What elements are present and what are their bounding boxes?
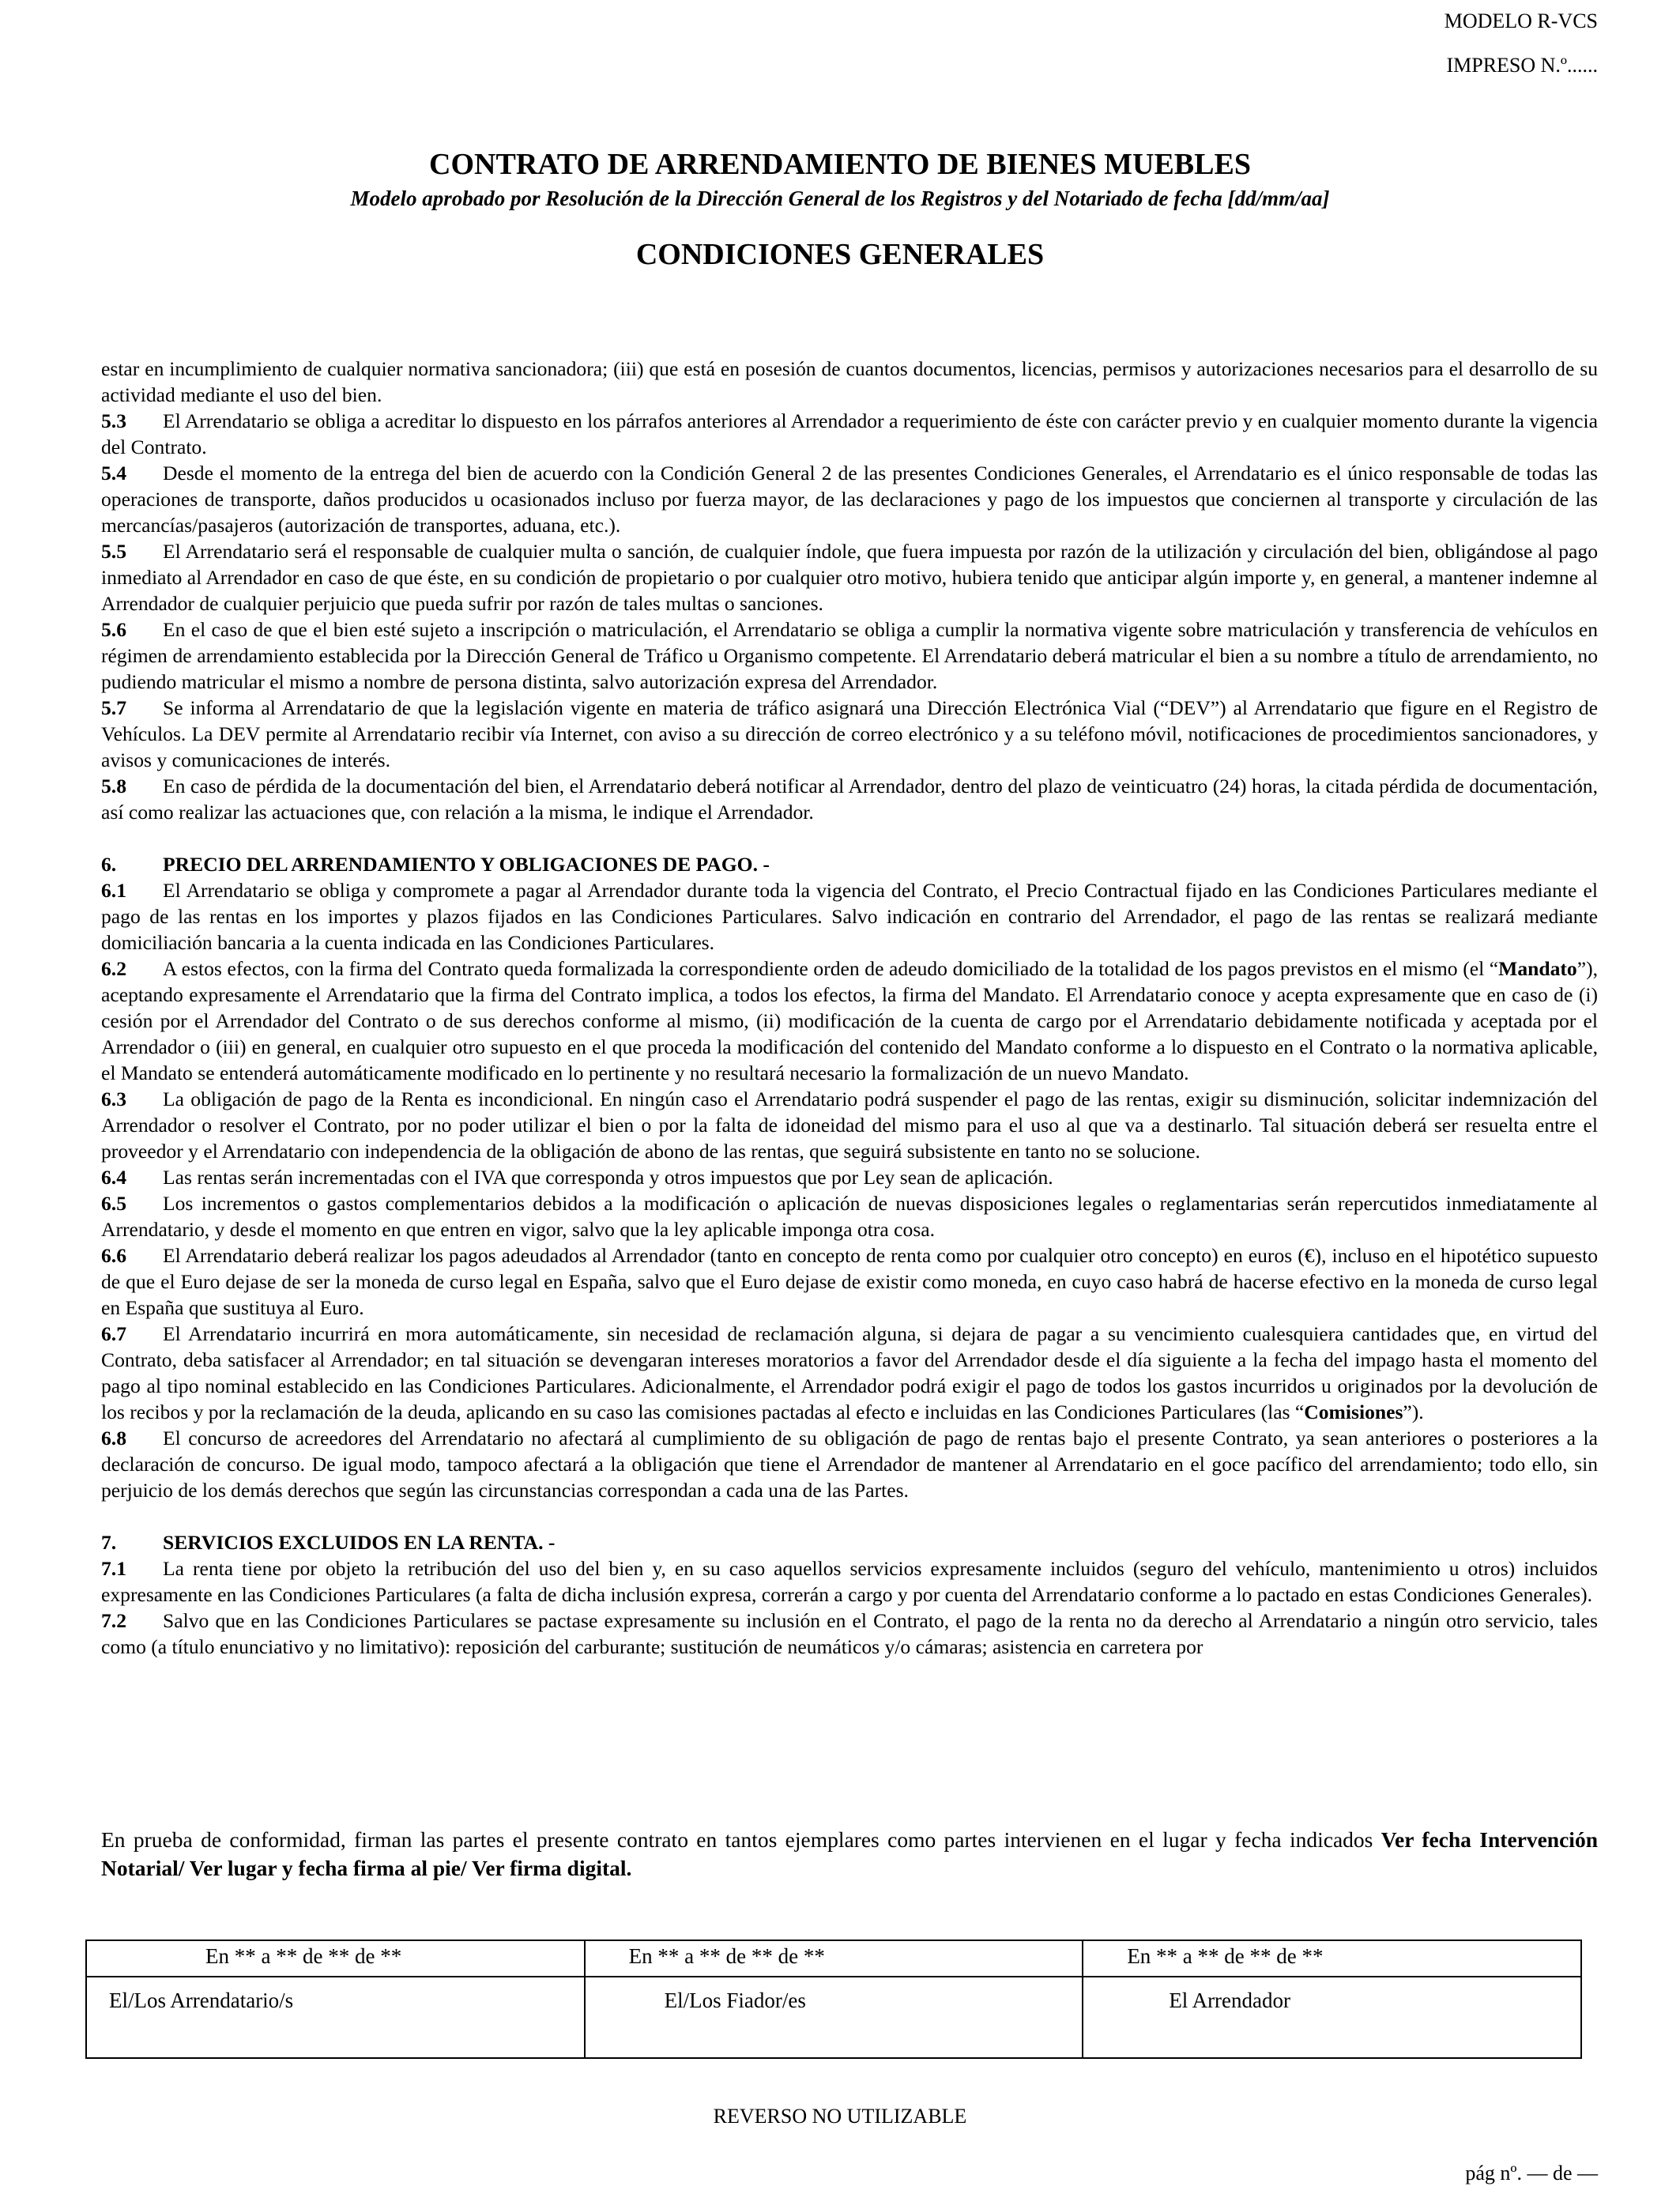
signature-date: En ** a ** de ** de ** <box>628 1944 825 1968</box>
clause-7-2 <box>101 1608 1598 1660</box>
clause-text: Se informa al Arrendatario de que la legislación vigente en materia de tráfico asignará una Dirección Electrónica Vial (“DEV”) al Arrendatario que figure en el Registro de Vehículos. La DEV permite al Arrendatario recibir vía Internet, con aviso a su dirección de correo electrónico y a su teléfono móvil, notificaciones de procedimientos sancionadores, y avisos y comunicaciones de interés. <box>101 696 1598 771</box>
clause-text: El Arrendatario deberá realizar los pagos adeudados al Arrendador (tanto en concepto de renta como por cualquier otro concepto) en euros (€), incluso en el hipotético supuesto de que el Euro dejase de ser la moneda de curso legal en España, salvo que el Euro dejase de existir como moneda, en cuyo caso habrá de hacerse efectivo en la moneda de curso legal en España que sustituya al Euro. <box>101 1244 1598 1319</box>
clause-number: 6.8 <box>101 1427 126 1449</box>
clause-number: 6.3 <box>101 1088 126 1110</box>
clause-text: En caso de pérdida de la documentación del bien, el Arrendatario deberá notificar al Arrendador, dentro del plazo de veinticuatro (24) horas, la citada pérdida de documentación, así como realizar las actuaciones que, con relación a la misma, le indique el Arrendador. <box>101 775 1598 824</box>
clause-6-4 <box>101 1164 1598 1190</box>
clause-number: 7.1 <box>101 1557 126 1580</box>
signature-cell-lessee <box>86 1940 585 2058</box>
signature-cell-guarantor <box>585 1940 1083 2058</box>
clause-text: Desde el momento de la entrega del bien de acuerdo con la Condición General 2 de las presentes Condiciones Generales, el Arrendatario es el único responsable de todas las operaciones de transporte, daños producidos u ocasionados incluso por fuerza mayor, de las declaraciones y pago de los impuestos que conciernen al transporte y circulación de las mercancías/pasajeros (autorización de transportes, aduana, etc.). <box>101 462 1598 537</box>
clause-number: 6.6 <box>101 1244 126 1267</box>
clause-number: 5.3 <box>101 409 126 432</box>
clause-text: ”). <box>1403 1400 1424 1423</box>
signature-date: En ** a ** de ** de ** <box>205 1944 402 1968</box>
clause-6-6 <box>101 1242 1598 1321</box>
clause-number: 6.5 <box>101 1192 126 1215</box>
divider <box>1083 1976 1580 1977</box>
clause-6-3 <box>101 1086 1598 1164</box>
signature-role: El Arrendador <box>1169 1989 1291 2012</box>
section-7-heading <box>101 1529 1598 1555</box>
clause-text: La obligación de pago de la Renta es incondicional. En ningún caso el Arrendatario podrá suspender el pago de las rentas, exigir su disminución, solicitar indemnización del Arrendador o resolver el Contrato, por no poder utilizar el bien o por la falta de idoneidad del mismo para el uso al que va a destinarlo. Tal situación deberá ser resuelta entre el proveedor y el Arrendatario con independencia de la obligación de abono de las rentas, que seguirá subsistente en tanto no se solucione. <box>101 1088 1598 1163</box>
defined-term: Mandato <box>1498 957 1577 980</box>
section-number: 6. <box>101 853 117 876</box>
divider <box>586 1976 1083 1977</box>
clause-5-8 <box>101 773 1598 825</box>
clause-text: En el caso de que el bien esté sujeto a inscripción o matriculación, el Arrendatario se obliga a cumplir la normativa vigente sobre matriculación y transferencia de vehículos en régimen de arrendamiento establecida por la Dirección General de Tráfico u Organismo competente. El Arrendatario deberá matricular el bien a su nombre a título de arrendamiento, no pudiendo matricular el mismo a nombre de persona distinta, salvo autorización expresa del Arrendador. <box>101 618 1598 693</box>
section-6-heading <box>101 851 1598 877</box>
clause-text: El Arrendatario se obliga y compromete a pagar al Arrendador durante toda la vigencia del Contrato, el Precio Contractual fijado en las Condiciones Particulares mediante el pago de las rentas en los importes y plazos fijados en las Condiciones Particulares. Salvo indicación en contrario del Arrendador, el pago de las rentas se realizará mediante domiciliación bancaria a la cuenta indicada en las Condiciones Particulares. <box>101 879 1598 954</box>
clause-6-7 <box>101 1321 1598 1425</box>
clause-5-4 <box>101 460 1598 538</box>
clause-text: A estos efectos, con la firma del Contrato queda formalizada la correspondiente orden de adeudo domiciliado de la totalidad de los pagos previstos en el mismo (el “ <box>163 957 1499 980</box>
signature-date: En ** a ** de ** de ** <box>1127 1944 1324 1968</box>
clause-number: 6.1 <box>101 879 126 902</box>
page-number: pág nº. — de — <box>1465 2162 1598 2185</box>
reverse-notice: REVERSO NO UTILIZABLE <box>713 2105 967 2128</box>
clause-text: Salvo que en las Condiciones Particulares se pactase expresamente su inclusión en el Contrato, el pago de la renta no da derecho al Arrendatario a ningún otro servicio, tales como (a título enunciativo y no limitativo): reposición del carburante; sustitución de neumáticos y/o cámaras; asistencia en carretera por <box>101 1609 1598 1658</box>
clause-text: Los incrementos o gastos complementarios debidos a la modificación o aplicación de nuevas disposiciones legales o reglamentarias serán repercutidos inmediatamente al Arrendatario, y desde el momento en que entren en vigor, salvo que la ley aplicable imponga otra cosa. <box>101 1192 1598 1241</box>
conformity-text: En prueba de conformidad, firman las partes el presente contrato en tantos ejemplares como partes intervienen en el lugar y fecha indicados <box>101 1827 1373 1852</box>
signature-cell-lessor <box>1083 1940 1581 2058</box>
clause-number: 6.4 <box>101 1166 126 1189</box>
clause-6-1 <box>101 877 1598 956</box>
section-number: 7. <box>101 1531 117 1554</box>
clause-number: 5.7 <box>101 696 126 719</box>
document-subtitle: Modelo aprobado por Resolución de la Dirección General de los Registros y del Notariado de fecha [dd/mm/aa] <box>350 187 1330 210</box>
clause-number: 5.5 <box>101 540 126 563</box>
clause-6-5 <box>101 1190 1598 1242</box>
intro-paragraph: estar en incumplimiento de cualquier normativa sancionadora; (iii) que está en posesión de cuantos documentos, licencias, permisos y autorizaciones necesarios para el desarrollo de su actividad mediante el uso del bien. <box>101 357 1598 406</box>
clause-text: El concurso de acreedores del Arrendatario no afectará al cumplimiento de su obligación de pago de rentas bajo el presente Contrato, ya sean anteriores o posteriores a la declaración de concurso. De igual modo, tampoco afectará a la obligación que tiene el Arrendador de mantener al Arrendatario en el goce pacífico del arrendamiento; todo ello, sin perjuicio de los demás derechos que según las circunstancias correspondan a cada una de las Partes. <box>101 1427 1598 1502</box>
clause-5-3 <box>101 408 1598 460</box>
model-code: MODELO R-VCS <box>1444 9 1598 32</box>
clause-6-8 <box>101 1425 1598 1503</box>
signature-table <box>85 1940 1582 2059</box>
signature-role: El/Los Arrendatario/s <box>109 1989 294 2012</box>
clause-text: El Arrendatario incurrirá en mora automáticamente, sin necesidad de reclamación alguna, si dejara de pagar a su vencimiento cualesquiera cantidades que, en virtud del Contrato, deba satisfacer al Arrendador; en tal situación se devengaran intereses moratorios a favor del Arrendador desde el día siguiente a la fecha del impago hasta el momento del pago al tipo nominal establecido en las Condiciones Particulares. Adicionalmente, el Arrendador podrá exigir el pago de todos los gastos incurridos u originados por la devolución de los recibos y por la reclamación de la deuda, aplicando en su caso las comisiones pactadas al efecto e incluidas en las Condiciones Particulares (las “ <box>101 1322 1598 1423</box>
clause-number: 6.7 <box>101 1322 126 1345</box>
clause-number: 5.6 <box>101 618 126 641</box>
document-title: CONTRATO DE ARRENDAMIENTO DE BIENES MUEBLES <box>429 148 1251 181</box>
conformity-statement <box>101 1826 1598 1883</box>
conditions-title: CONDICIONES GENERALES <box>635 238 1045 271</box>
contract-body <box>101 356 1598 1660</box>
signature-role: El/Los Fiador/es <box>664 1989 806 2012</box>
clause-number: 5.8 <box>101 775 126 797</box>
conformity-reference: Ver fecha Intervención Notarial/ Ver lugar y fecha firma al pie/ Ver firma digital. <box>101 1827 1598 1880</box>
clause-text: La renta tiene por objeto la retribución del uso del bien y, en su caso aquellos servicios expresamente incluidos (seguro del vehículo, mantenimiento u otros) incluidos expresamente en las Condiciones Particulares (a falta de dicha inclusión expresa, correrán a cargo y por cuenta del Arrendatario conforme a lo pactado en estas Condiciones Generales). <box>101 1557 1598 1606</box>
clause-text: ”), aceptando expresamente el Arrendatario que la firma del Contrato implica, a todos los efectos, la firma del Mandato. El Arrendatario conoce y acepta expresamente que en caso de (i) cesión por el Arrendador del Contrato o de sus derechos conforme al mismo, (ii) modificación de la cuenta de cargo por el Arrendatario debidamente notificada y aceptada por el Arrendador o (iii) en general, en cualquier otro supuesto en el que proceda la modificación del contenido del Mandato conforme a lo dispuesto en el Contrato o la normativa aplicable, el Mandato se entenderá automáticamente modificado en lo pertinente y no resultará necesario la formalización de un nuevo Mandato. <box>101 957 1598 1084</box>
clause-text: El Arrendatario será el responsable de cualquier multa o sanción, de cualquier índole, que fuera impuesta por razón de la utilización y circulación del bien, obligándose al pago inmediato al Arrendador en caso de que éste, en su condición de propietario o por cualquier otro motivo, hubiera tenido que anticipar algún importe y, en general, a mantener indemne al Arrendador de cualquier perjuicio que pueda sufrir por razón de tales multas o sanciones. <box>101 540 1598 615</box>
clause-5-7 <box>101 695 1598 773</box>
clause-number: 5.4 <box>101 462 126 484</box>
section-title: SERVICIOS EXCLUIDOS EN LA RENTA. - <box>163 1531 556 1554</box>
clause-7-1 <box>101 1555 1598 1608</box>
clause-5-5 <box>101 538 1598 616</box>
clause-5-6 <box>101 616 1598 695</box>
clause-6-2 <box>101 956 1598 1086</box>
defined-term: Comisiones <box>1304 1400 1403 1423</box>
clause-number: 7.2 <box>101 1609 126 1632</box>
print-number: IMPRESO N.º...... <box>1446 54 1598 77</box>
clause-number: 6.2 <box>101 957 126 980</box>
divider <box>87 1976 584 1977</box>
clause-text: Las rentas serán incrementadas con el IVA que corresponda y otros impuestos que por Ley sean de aplicación. <box>163 1166 1053 1189</box>
section-title: PRECIO DEL ARRENDAMIENTO Y OBLIGACIONES DE PAGO. - <box>163 853 770 876</box>
clause-text: El Arrendatario se obliga a acreditar lo dispuesto en los párrafos anteriores al Arrendador a requerimiento de éste con carácter previo y en cualquier momento durante la vigencia del Contrato. <box>101 409 1598 458</box>
